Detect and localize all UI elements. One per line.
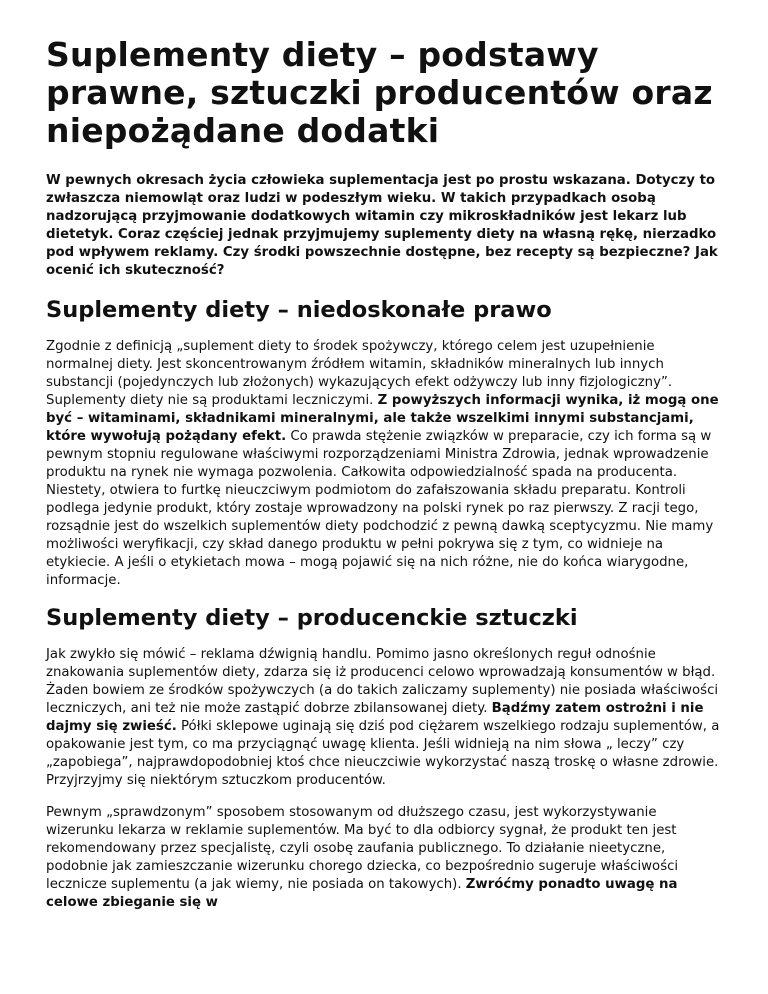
text-run: Pewnym „sprawdzonym” sposobem stosowanym od dłuższego czasu, jest wykorzystywanie wizerunku lekarza w reklamie suplementów. Ma być to dla odbiorcy sygnał, że produkt ten jest rekomendowany przez specjalistę, czyli osobę zaufania publicznego. To działanie nieetyczne, podobnie jak zamieszczanie wizerunku chorego dziecka, co bezpośrednio sugeruje właściwości lecznicze suplementu (a jak wiemy, nie posiada on takowych). xyxy=(46,805,679,892)
section-tricks-paragraph-1 xyxy=(46,646,724,790)
text-run: Zgodnie z definicją „suplement diety to środek spożywczy, którego celem jest uzupełnienie normalnej diety. Jest skoncentrowanym źródłem witamin, składników mineralnych lub innych substancji (pojedynczych lub złożonych) wykazujących efekt odżywczy lub inny fizjologiczny”. Suplementy diety nie są produktami leczniczymi. xyxy=(46,339,673,408)
bold-text-run: Zwróćmy ponadto uwagę na celowe zbieganie się w xyxy=(46,877,678,910)
text-run: Jak zwykło się mówić – reklama dźwignią handlu. Pomimo jasno określonych reguł odnośnie znakowania suplementów diety, zdarza się iż producenci celowo wprowadzają konsumentów w błąd. Żaden bowiem ze środków spożywczych (a do takich zaliczamy suplementy) nie posiada właściwości leczniczych, ani też nie może zastąpić dobrze zbilansowanej diety. xyxy=(46,647,719,716)
bold-text-run: Bądźmy zatem ostrożni i nie dajmy się zwieść. xyxy=(46,701,704,734)
text-run: Półki sklepowe uginają się dziś pod ciężarem wszelkiego rodzaju suplementów, a opakowanie jest tym, co ma przyciągnąć uwagę klienta. Jeśli widnieją na nim słowa „ leczy” czy „zapobiega”, najprawdopodobniej ktoś chce nieuczciwie wykorzystać naszą troskę o własne zdrowie. Przyjrzyjmy się niektórym sztuczkom producentów. xyxy=(46,719,720,788)
text-run: Co prawda stężenie związków w preparacie, czy ich forma są w pewnym stopniu regulowane właściwymi rozporządzeniami Ministra Zdrowia, jednak wprowadzenie produktu na rynek nie wymaga pozwolenia. Całkowita odpowiedzialność spada na producenta. Niestety, otwiera to furtkę nieuczciwym podmiotom do zafałszowania składu preparatu. Kontroli podlega jedynie produkt, który zostaje wprowadzony na polski rynek po raz pierwszy. Z racji tego, rozsądnie jest do wszelkich suplementów diety podchodzić z pewną dawką sceptycyzmu. Nie mamy możliwości weryfikacji, czy skład danego produktu w pełni pokrywa się z tym, co widnieje na etykiecie. A jeśli o etykietach mowa – mogą pojawić się na nich różne, nie do końca wiarygodne, informacje. xyxy=(46,429,714,588)
section-law-paragraph xyxy=(46,338,724,590)
bold-text-run: Z powyższych informacji wynika, iż mogą one być – witaminami, składnikami mineralnymi, ale także wszelkimi innymi substancjami, które wywołują pożądany efekt. xyxy=(46,393,719,444)
section-heading-law: Suplementy diety – niedoskonałe prawo xyxy=(46,297,552,323)
article-title: Suplementy diety – podstawy prawne, sztuczki producentów oraz niepożądane dodatki xyxy=(46,35,713,150)
section-tricks-paragraph-2 xyxy=(46,804,724,912)
section-heading-tricks: Suplementy diety – producenckie sztuczki xyxy=(46,605,578,631)
article-lead: W pewnych okresach życia człowieka suplementacja jest po prostu wskazana. Dotyczy to zwłaszcza niemowląt oraz ludzi w podeszłym wieku. W takich przypadkach osobą nadzorującą przyjmowanie dodatkowych witamin czy mikroskładników jest lekarz lub dietetyk. Coraz częściej jednak przyjmujemy suplementy diety na własną rękę, nierzadko pod wpływem reklamy. Czy środki powszechnie dostępne, bez recepty są bezpieczne? Jak ocenić ich skuteczność? xyxy=(46,173,718,278)
